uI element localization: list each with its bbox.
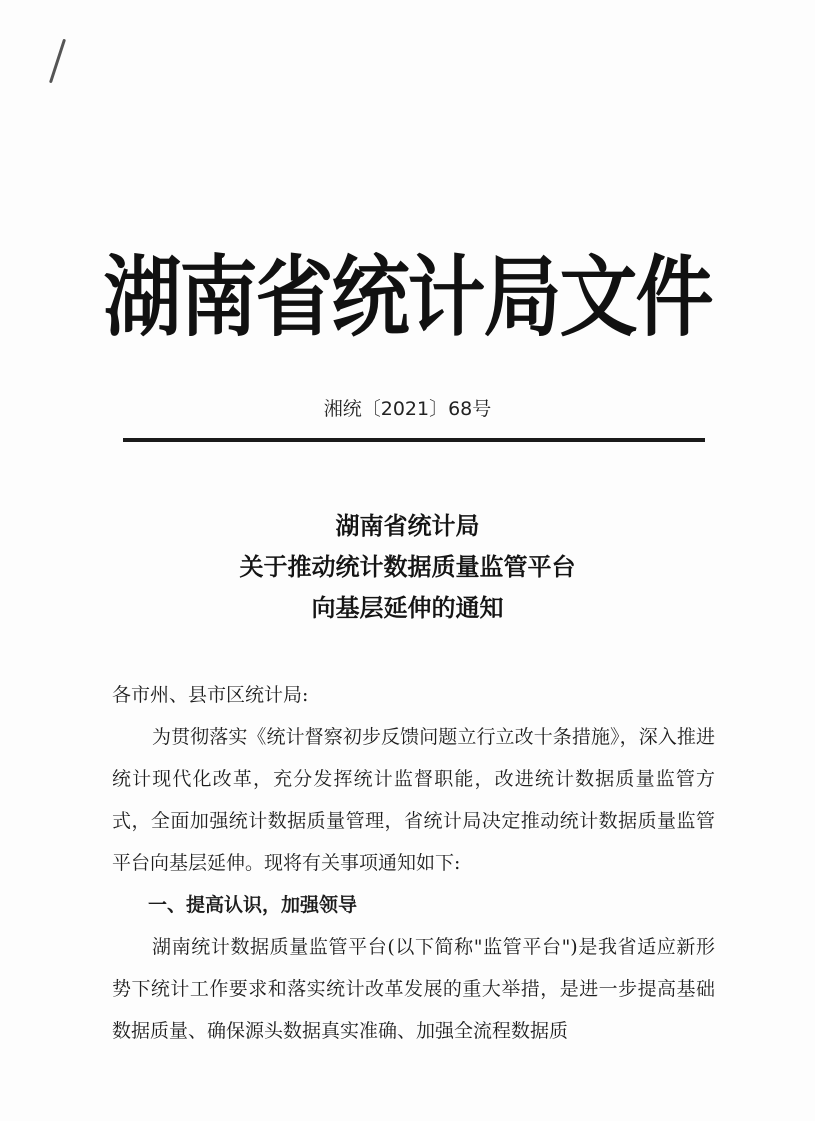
scan-pen-mark — [49, 39, 66, 84]
salutation: 各市州、县市区统计局: — [112, 684, 309, 706]
notice-title-line-1: 湖南省统计局 — [335, 512, 480, 540]
paragraph-intro: 为贯彻落实《统计督察初步反馈问题立行立改十条措施》，深入推进统计现代化改革，充分发挥统计监督职能，改进统计数据质量监管方式，全面加强统计数据质量管理，省统计局决定推动统计数据质量监管平台向基层延伸。现将有关事项通知如下: — [112, 726, 715, 874]
document-header-title: 湖南省统计局文件 — [103, 248, 712, 349]
section-heading-1: 一、提高认识，加强领导 — [148, 894, 358, 916]
document-body — [112, 674, 715, 1052]
document-number: 湘统〔2021〕68号 — [323, 398, 492, 420]
notice-title-line-2: 关于推动统计数据质量监管平台 — [239, 553, 576, 581]
header-divider-line — [123, 438, 705, 442]
paragraph-section-1: 湖南统计数据质量监管平台(以下简称"监管平台")是我省适应新形势下统计工作要求和落实统计改革发展的重大举措，是进一步提高基础数据质量、确保源头数据真实准确、加强全流程数据质 — [112, 936, 715, 1042]
notice-title-line-3: 向基层延伸的通知 — [311, 594, 504, 622]
notice-title — [0, 506, 815, 629]
